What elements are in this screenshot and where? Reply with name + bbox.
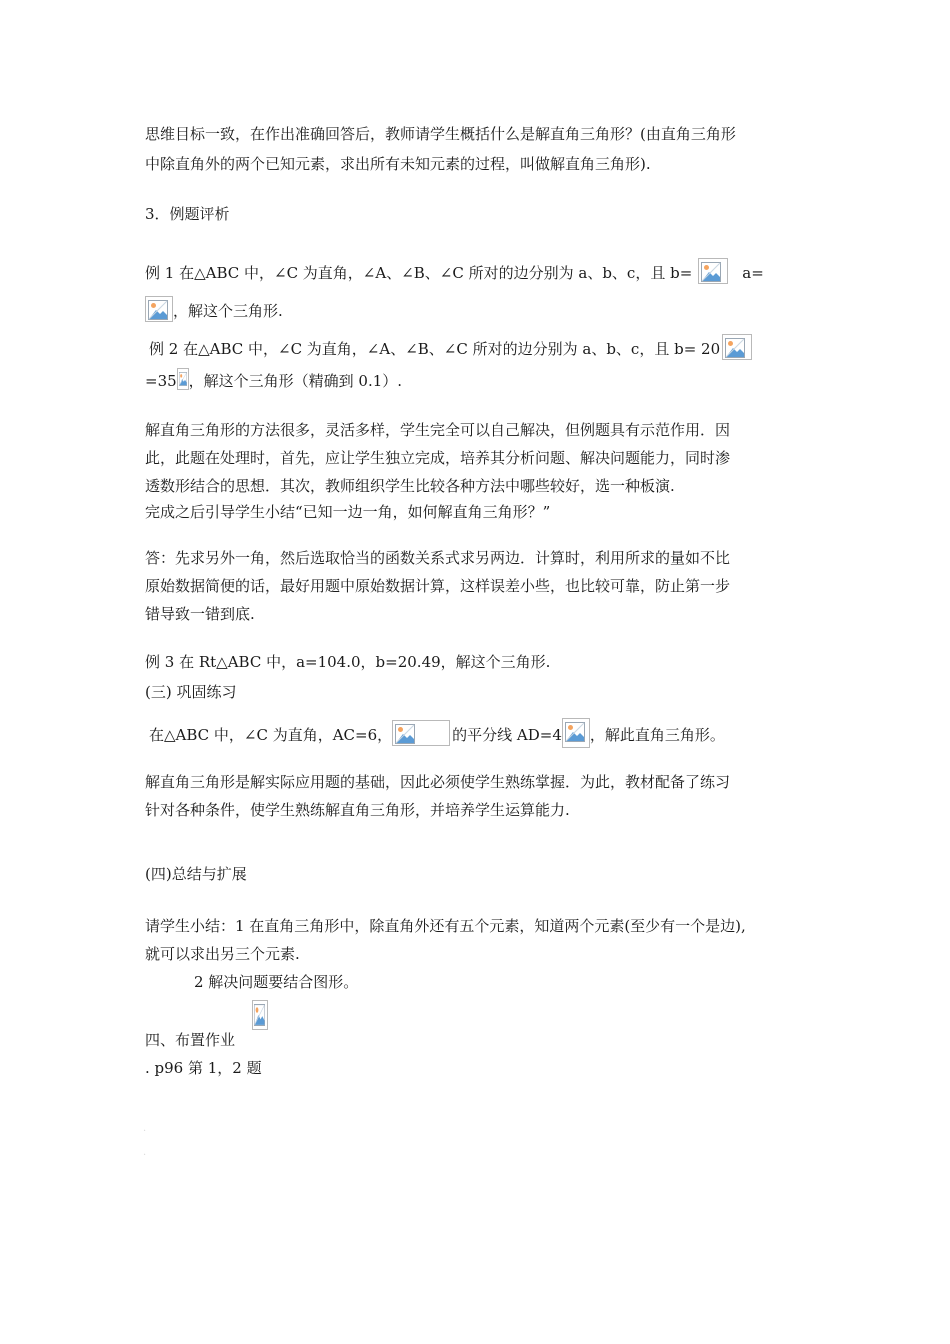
- example-1-line-1: [145, 258, 764, 284]
- example-2-line-2: [145, 368, 402, 391]
- broken-image-icon: [145, 296, 173, 322]
- broken-image-icon: [722, 334, 752, 360]
- answer-line-2: 原始数据简便的话，最好用题中原始数据计算，这样误差小些，也比较可靠，防止第一步: [145, 577, 731, 595]
- section-heading-examples: 3．例题评析: [145, 205, 230, 223]
- section-heading-practice: (三) 巩固练习: [145, 683, 237, 701]
- para-practice-line-2: 针对各种条件，使学生熟练解直角三角形，并培养学生运算能力.: [145, 801, 570, 819]
- broken-image-icon: [177, 368, 189, 390]
- broken-image-icon: [392, 720, 450, 746]
- section-heading-summary: (四)总结与扩展: [145, 865, 247, 883]
- example-2-text-a: 例 2 在△ABC 中，∠C 为直角，∠A、∠B、∠C 所对的边分别为 a、b、c，且 b= 20: [149, 340, 721, 358]
- example-1-text-c: ，解这个三角形.: [173, 302, 283, 320]
- para-method-line-4: 完成之后引导学生小结“已知一边一角，如何解直角三角形？”: [145, 503, 551, 521]
- summary-line-1: 请学生小结：1 在直角三角形中，除直角外还有五个元素，知道两个元素(至少有一个是边),: [145, 917, 746, 935]
- example-2-text-b: =35: [145, 372, 177, 390]
- broken-image-icon: [252, 1000, 268, 1030]
- example-1-line-2: [145, 296, 283, 322]
- homework-heading: 四、布置作业: [145, 1031, 236, 1049]
- broken-image-icon: [698, 258, 728, 284]
- para-practice-line-1: 解直角三角形是解实际应用题的基础，因此必须使学生熟练掌握．为此，教材配备了练习: [145, 773, 731, 791]
- summary-line-2: 就可以求出另三个元素.: [145, 945, 300, 963]
- answer-line-3: 错导致一错到底.: [145, 605, 255, 623]
- para-method-line-3: 透数形结合的思想．其次，教师组织学生比较各种方法中哪些较好，选一种板演.: [145, 477, 675, 495]
- para-intro-line-1: 思维目标一致，在作出准确回答后，教师请学生概括什么是解直角三角形？(由直角三角形: [145, 125, 736, 143]
- example-3: 例 3 在 Rt△ABC 中，a=104.0，b=20.49，解这个三角形.: [145, 653, 551, 671]
- para-method-line-2: 此，此题在处理时，首先，应让学生独立完成，培养其分析问题、解决问题能力，同时渗: [145, 449, 731, 467]
- homework-line: . p96 第 1，2 题: [145, 1059, 262, 1077]
- broken-image-icon: [562, 718, 590, 748]
- summary-line-3: 2 解决问题要结合图形。: [194, 973, 359, 991]
- faint-mark: ·: [143, 1126, 147, 1137]
- practice-text-c: ，解此直角三角形。: [589, 726, 725, 744]
- example-1-text-a: 例 1 在△ABC 中，∠C 为直角，∠A、∠B、∠C 所对的边分别为 a、b、c，且 b=: [145, 264, 693, 282]
- answer-line-1: 答：先求另外一角，然后选取恰当的函数关系式求另两边．计算时，利用所求的量如不比: [145, 549, 731, 567]
- example-1-text-b: a=: [742, 264, 764, 282]
- para-intro-line-2: 中除直角外的两个已知元素，求出所有未知元素的过程，叫做解直角三角形).: [145, 155, 651, 173]
- para-method-line-1: 解直角三角形的方法很多，灵活多样，学生完全可以自己解决，但例题具有示范作用．因: [145, 421, 731, 439]
- faint-mark: ·: [143, 1150, 147, 1161]
- practice-text-b: 的平分线 AD=4: [452, 726, 562, 744]
- practice-text-a: 在△ABC 中，∠C 为直角，AC=6，: [149, 726, 393, 744]
- example-2-line-1: [149, 334, 752, 360]
- practice-line: [149, 718, 725, 748]
- example-2-text-c: ，解这个三角形（精确到 0.1）.: [188, 372, 403, 390]
